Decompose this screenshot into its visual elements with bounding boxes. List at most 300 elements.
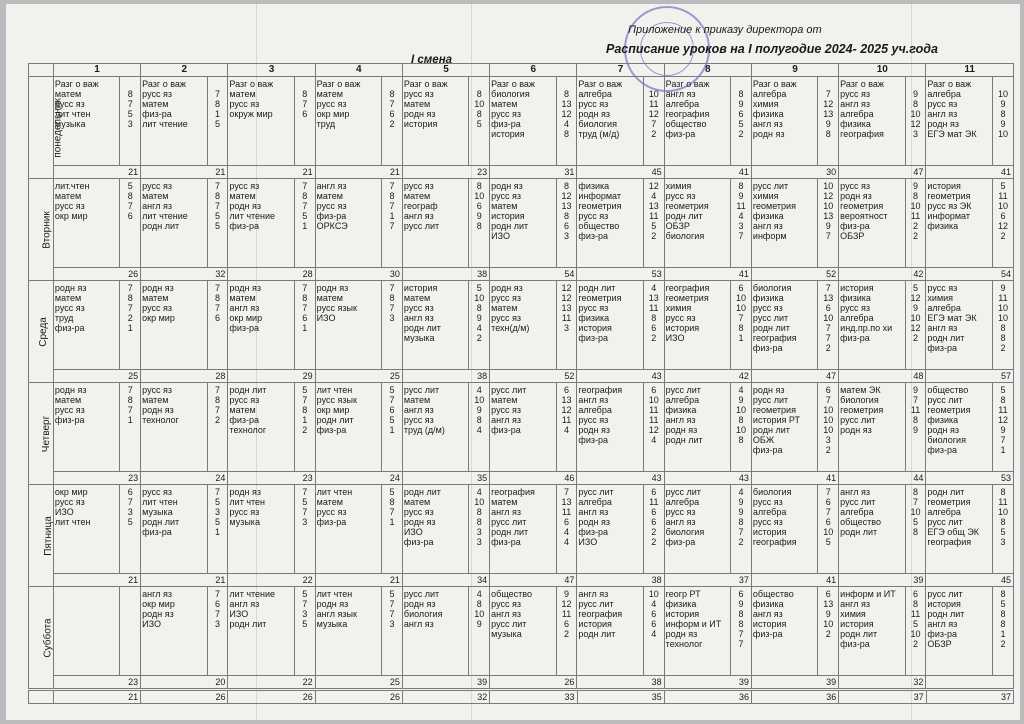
subject: ОРКСЭ — [316, 221, 348, 231]
subject: русс яз — [229, 181, 260, 191]
lesson-subjects — [228, 485, 294, 574]
room-number: 4 — [564, 537, 570, 547]
subject: матем — [229, 89, 256, 99]
room-number: 9 — [913, 385, 919, 395]
subject: матем — [142, 99, 169, 109]
room-number: 2 — [1000, 343, 1006, 353]
subject: родн яз — [752, 129, 785, 139]
room-number: 9 — [1000, 283, 1006, 293]
lesson-rooms — [992, 587, 1013, 676]
subject: родн яз — [752, 385, 785, 395]
room-number: 2 — [825, 343, 831, 353]
lesson-rooms — [643, 383, 664, 472]
day-total: 22 — [228, 574, 315, 587]
subject: алгебра — [752, 507, 787, 517]
lesson-subjects — [402, 77, 468, 166]
room-number: 6 — [564, 517, 570, 527]
lesson-subjects — [315, 179, 381, 268]
subject: родн яз — [54, 385, 87, 395]
room-number: 7 — [215, 283, 221, 293]
room-number: 6 — [651, 323, 657, 333]
subject: музыка — [54, 119, 86, 129]
subject: география — [752, 333, 797, 343]
room-number: 9 — [738, 599, 744, 609]
room-number: 8 — [738, 609, 744, 619]
room-number: 1 — [302, 415, 308, 425]
subject: физ-ра — [229, 221, 259, 231]
lesson-subjects — [315, 485, 381, 574]
room-number: 4 — [651, 629, 657, 639]
room-number: 11 — [561, 415, 572, 425]
lesson-rooms — [469, 587, 490, 676]
room-number: 3 — [302, 517, 308, 527]
room-number: 7 — [302, 201, 308, 211]
day-total: 39 — [751, 676, 838, 689]
room-number: 10 — [910, 109, 921, 119]
subject: инд.пр.по хи — [840, 323, 893, 333]
room-number: 6 — [651, 487, 657, 497]
day-total: 30 — [751, 166, 838, 179]
room-number: 12 — [561, 283, 572, 293]
room-number: 11 — [998, 191, 1008, 201]
room-number: 5 — [302, 211, 308, 221]
room-number: 1 — [127, 415, 133, 425]
subject: матем — [142, 395, 169, 405]
day-total: 23 — [402, 166, 489, 179]
subject: матем — [491, 303, 518, 313]
subject: общество — [665, 119, 707, 129]
lesson-rooms — [905, 77, 926, 166]
room-number: 12 — [648, 181, 659, 191]
subject: биология — [840, 395, 879, 405]
subject: родн лит — [142, 221, 180, 231]
room-number: 8 — [476, 415, 482, 425]
lesson-subjects — [751, 485, 817, 574]
room-number: 1 — [215, 109, 221, 119]
lesson-subjects — [53, 281, 119, 370]
subject: география — [578, 385, 623, 395]
room-number: 2 — [913, 231, 919, 241]
subject: музыка — [142, 507, 173, 517]
subject: русс яз — [578, 99, 609, 109]
subject: история — [665, 609, 700, 619]
room-number: 6 — [913, 589, 919, 599]
lesson-rooms — [905, 179, 926, 268]
subject: лит чтен — [316, 487, 353, 497]
room-number: 8 — [476, 507, 482, 517]
subject: ИЗО — [142, 619, 161, 629]
subject: биология — [665, 527, 705, 537]
room-number — [732, 79, 750, 89]
subject: физика — [927, 221, 959, 231]
lesson-subjects — [53, 383, 119, 472]
day-total: 48 — [839, 370, 926, 383]
subject: русс яз — [840, 181, 870, 191]
subject: ОБЗР — [927, 639, 952, 649]
room-number — [819, 79, 837, 89]
day-total: 28 — [141, 370, 228, 383]
day-total: 37 — [664, 574, 751, 587]
lesson-subjects — [141, 77, 207, 166]
room-number: 6 — [651, 385, 657, 395]
room-number: 10 — [823, 201, 834, 211]
room-number: 2 — [564, 629, 570, 639]
lesson-rooms — [818, 179, 839, 268]
subject: русс яз — [142, 181, 172, 191]
room-number: 10 — [823, 425, 834, 435]
subject: геогр РТ — [665, 589, 701, 599]
lesson-rooms — [207, 179, 228, 268]
subject: родн яз — [54, 283, 87, 293]
room-number: 7 — [389, 221, 395, 231]
lesson-subjects — [839, 485, 905, 574]
room-number: 4 — [476, 425, 482, 435]
room-number — [907, 79, 925, 89]
subject: Разг о важ — [578, 79, 623, 89]
subject: родн яз — [229, 283, 261, 293]
day-label — [29, 485, 54, 587]
day-total: 23 — [228, 472, 315, 485]
lesson-rooms — [294, 281, 315, 370]
day-total: 21 — [228, 166, 315, 179]
subject: англ яз — [665, 415, 696, 425]
room-number: 5 — [476, 283, 482, 293]
subject: история — [665, 323, 700, 333]
room-number: 7 — [1000, 435, 1006, 445]
lesson-rooms — [818, 77, 839, 166]
subject: окр мир — [142, 313, 175, 323]
subject: ЕГЭ общ ЭК — [927, 527, 980, 537]
room-number: 7 — [215, 181, 221, 191]
subject: родн яз — [578, 109, 610, 119]
subject: технолог — [665, 639, 703, 649]
subject: русс яз — [840, 89, 870, 99]
day-total: 28 — [228, 268, 315, 281]
subject: лит.чтен — [54, 181, 90, 191]
subject: англ яз — [491, 415, 521, 425]
room-number: 8 — [1000, 395, 1006, 405]
room-number: 9 — [913, 303, 919, 313]
room-number: 9 — [1000, 99, 1006, 109]
room-number: 8 — [738, 435, 744, 445]
room-number: 7 — [215, 303, 221, 313]
room-number: 12 — [561, 109, 572, 119]
lesson-subjects — [664, 485, 730, 574]
room-number: 8 — [215, 395, 221, 405]
subject: биология — [491, 89, 530, 99]
room-number: 11 — [998, 293, 1008, 303]
room-number: 8 — [738, 415, 744, 425]
day-total: 23 — [53, 676, 140, 689]
room-number: 12 — [561, 405, 572, 415]
schedule-title: Расписание уроков на I полугодие 2024- 2025 уч.года — [606, 42, 938, 56]
room-number: 10 — [997, 507, 1008, 517]
day-total: 38 — [577, 676, 664, 689]
subject: англ яз — [927, 323, 958, 333]
subject: общество — [578, 221, 620, 231]
subject: физ-ра — [578, 231, 608, 241]
room-number: 4 — [476, 385, 482, 395]
lesson-rooms — [469, 77, 490, 166]
room-number: 9 — [476, 405, 482, 415]
lesson-subjects — [228, 179, 294, 268]
subject: геометрия — [578, 201, 622, 211]
room-number: 7 — [127, 303, 133, 313]
room-number: 4 — [564, 527, 570, 537]
lesson-subjects — [926, 281, 992, 370]
subject: родн яз — [578, 425, 610, 435]
room-number — [558, 79, 576, 89]
lesson-rooms — [731, 587, 752, 676]
lesson-subjects — [926, 179, 992, 268]
room-number: 7 — [302, 99, 308, 109]
room-number: 7 — [738, 313, 744, 323]
room-number: 2 — [651, 527, 657, 537]
subject: матем — [229, 293, 256, 303]
subject: ИЗО — [316, 313, 336, 323]
subject: русс яз — [491, 313, 521, 323]
subject: русс лит — [752, 313, 789, 323]
lesson-rooms — [992, 383, 1013, 472]
room-number: 7 — [913, 497, 919, 507]
subject: русс лит — [840, 415, 876, 425]
class-number: 3 — [228, 64, 315, 77]
room-number: 12 — [997, 221, 1008, 231]
subject: история — [578, 619, 612, 629]
subject: ИЗО — [491, 231, 510, 241]
room-number: 3 — [389, 619, 395, 629]
subject: история — [927, 181, 961, 191]
subject: физика — [752, 109, 784, 119]
timetable — [28, 63, 1014, 689]
subject: музыка — [491, 629, 522, 639]
room-number: 10 — [997, 129, 1008, 139]
room-number: 12 — [648, 425, 659, 435]
room-number: 13 — [823, 293, 834, 303]
subject: матем — [54, 293, 82, 303]
room-number — [209, 79, 227, 89]
subject: русс яз — [54, 497, 85, 507]
subject: русс лит — [578, 487, 614, 497]
room-number: 6 — [825, 385, 831, 395]
subject: лит чтение — [142, 211, 188, 221]
subject: русс яз — [578, 303, 609, 313]
room-number: 8 — [215, 99, 221, 109]
subject: англ яз — [840, 599, 870, 609]
room-number: 6 — [564, 619, 570, 629]
room-number: 7 — [302, 487, 308, 497]
room-number: 11 — [910, 609, 921, 619]
room-number: 4 — [564, 119, 570, 129]
room-number: 10 — [823, 405, 834, 415]
subject: химия — [665, 181, 692, 191]
room-number: 5 — [215, 221, 221, 231]
room-number: 5 — [913, 283, 919, 293]
room-number: 11 — [736, 201, 746, 211]
day-total: 41 — [926, 166, 1014, 179]
room-number: 12 — [997, 415, 1008, 425]
room-number: 2 — [651, 333, 657, 343]
subject: геометрия — [665, 201, 709, 211]
subject: физика — [578, 181, 610, 191]
subject: русс яз — [927, 283, 958, 293]
lesson-subjects — [53, 179, 119, 268]
room-number: 7 — [215, 405, 221, 415]
subject: труд — [316, 119, 336, 129]
day-total: 43 — [577, 370, 664, 383]
room-number: 8 — [913, 191, 919, 201]
subject: Разг о важ — [142, 79, 186, 89]
lesson-subjects — [402, 587, 468, 676]
room-number: 7 — [215, 89, 221, 99]
lesson-rooms — [120, 281, 141, 370]
subject: матем — [142, 191, 169, 201]
room-number: 10 — [736, 425, 747, 435]
subject: родн лит — [578, 283, 616, 293]
room-number: 1 — [1000, 445, 1006, 455]
room-number: 7 — [215, 385, 221, 395]
subject: родн лит — [840, 629, 878, 639]
room-number: 7 — [215, 487, 221, 497]
class-number: 11 — [926, 64, 1014, 77]
room-number: 13 — [823, 211, 834, 221]
day-total: 38 — [402, 370, 489, 383]
room-number: 1 — [302, 221, 308, 231]
room-number: 4 — [738, 487, 744, 497]
shift-label: I смена — [411, 54, 453, 66]
subject: история — [752, 527, 787, 537]
room-number: 7 — [389, 609, 395, 619]
room-number: 11 — [561, 609, 572, 619]
subject: биология — [578, 119, 617, 129]
day-total: 52 — [490, 370, 577, 383]
room-number: 7 — [127, 497, 133, 507]
lesson-subjects — [926, 587, 992, 676]
final-totals-row — [28, 690, 1014, 704]
room-number: 8 — [476, 109, 482, 119]
room-number: 6 — [127, 211, 133, 221]
day-total: 38 — [402, 268, 489, 281]
subject: родн яз — [840, 425, 872, 435]
subject: физ-ра — [927, 445, 957, 455]
subject: лит чтение — [142, 119, 188, 129]
subject: русс лит — [403, 385, 440, 395]
class-number: 8 — [664, 64, 751, 77]
room-number: 3 — [127, 119, 133, 129]
subject: физ-ра — [229, 323, 259, 333]
room-number: 5 — [389, 589, 395, 599]
room-number: 8 — [1000, 619, 1006, 629]
lesson-rooms — [731, 77, 752, 166]
subject: география — [665, 109, 710, 119]
subject: история — [403, 283, 438, 293]
subject: русс яз — [403, 303, 434, 313]
lesson-rooms — [643, 485, 664, 574]
lesson-subjects — [315, 77, 381, 166]
subject: физ-ра — [752, 445, 783, 455]
lesson-subjects — [228, 383, 294, 472]
room-number: 8 — [476, 221, 482, 231]
subject: матем — [491, 99, 518, 109]
room-number: 3 — [215, 507, 221, 517]
subject: физ-ра — [578, 527, 608, 537]
lesson-subjects — [141, 587, 207, 676]
room-number: 7 — [825, 507, 831, 517]
subject: англ яз — [491, 507, 521, 517]
room-number: 9 — [738, 507, 744, 517]
lesson-rooms — [556, 485, 577, 574]
subject: русс яз — [491, 405, 521, 415]
room-number: 13 — [561, 497, 572, 507]
room-number: 9 — [1000, 425, 1006, 435]
subject: англ яз — [927, 109, 958, 119]
subject: матем — [491, 497, 518, 507]
room-number: 6 — [651, 619, 657, 629]
lesson-subjects — [577, 281, 643, 370]
room-number: 2 — [1000, 639, 1006, 649]
subject: родн яз — [665, 425, 698, 435]
subject: матем ЭК — [840, 385, 881, 395]
subject: родн яз — [229, 201, 261, 211]
lesson-subjects — [839, 383, 905, 472]
subject: технолог — [229, 425, 267, 435]
subject: химия — [665, 303, 692, 313]
room-number: 6 — [302, 109, 308, 119]
lesson-subjects — [664, 587, 730, 676]
day-total: 41 — [664, 268, 751, 281]
day-total: 45 — [577, 166, 664, 179]
subject: русс лит — [403, 589, 440, 599]
day-total: 45 — [926, 574, 1014, 587]
subject: русс яз ЭК — [927, 201, 972, 211]
room-number: 9 — [913, 425, 919, 435]
room-number: 1 — [127, 323, 133, 333]
room-number: 9 — [738, 395, 744, 405]
subject: родн лит — [229, 385, 267, 395]
room-number: 8 — [476, 517, 482, 527]
day-total: 43 — [664, 472, 751, 485]
room-number: 3 — [302, 609, 308, 619]
room-number: 8 — [389, 89, 395, 99]
subject: родн яз — [927, 119, 959, 129]
room-number: 7 — [564, 487, 570, 497]
subject: родн яз — [142, 609, 174, 619]
subject: родн лит — [927, 333, 965, 343]
subject: музыка — [316, 619, 348, 629]
day-name: Суббота — [42, 617, 54, 658]
lesson-rooms — [294, 179, 315, 268]
lesson-rooms — [382, 281, 403, 370]
room-number: 2 — [913, 221, 919, 231]
day-total: 43 — [577, 472, 664, 485]
room-number: 6 — [651, 507, 657, 517]
week-total: 26 — [228, 691, 315, 704]
room-number: 13 — [823, 599, 834, 609]
subject: биология — [927, 435, 966, 445]
day-total: 47 — [751, 370, 838, 383]
subject: Разг о важ — [927, 79, 972, 89]
subject: окр мир — [316, 405, 350, 415]
room-number: 8 — [738, 181, 744, 191]
subject: физ-ра — [54, 415, 85, 425]
room-number: 5 — [1000, 527, 1006, 537]
subject: физика — [840, 293, 871, 303]
room-number: 5 — [215, 517, 221, 527]
class-number: 6 — [490, 64, 577, 77]
room-number: 3 — [564, 323, 570, 333]
day-total: 21 — [315, 166, 402, 179]
subject: родн лит — [403, 487, 441, 497]
